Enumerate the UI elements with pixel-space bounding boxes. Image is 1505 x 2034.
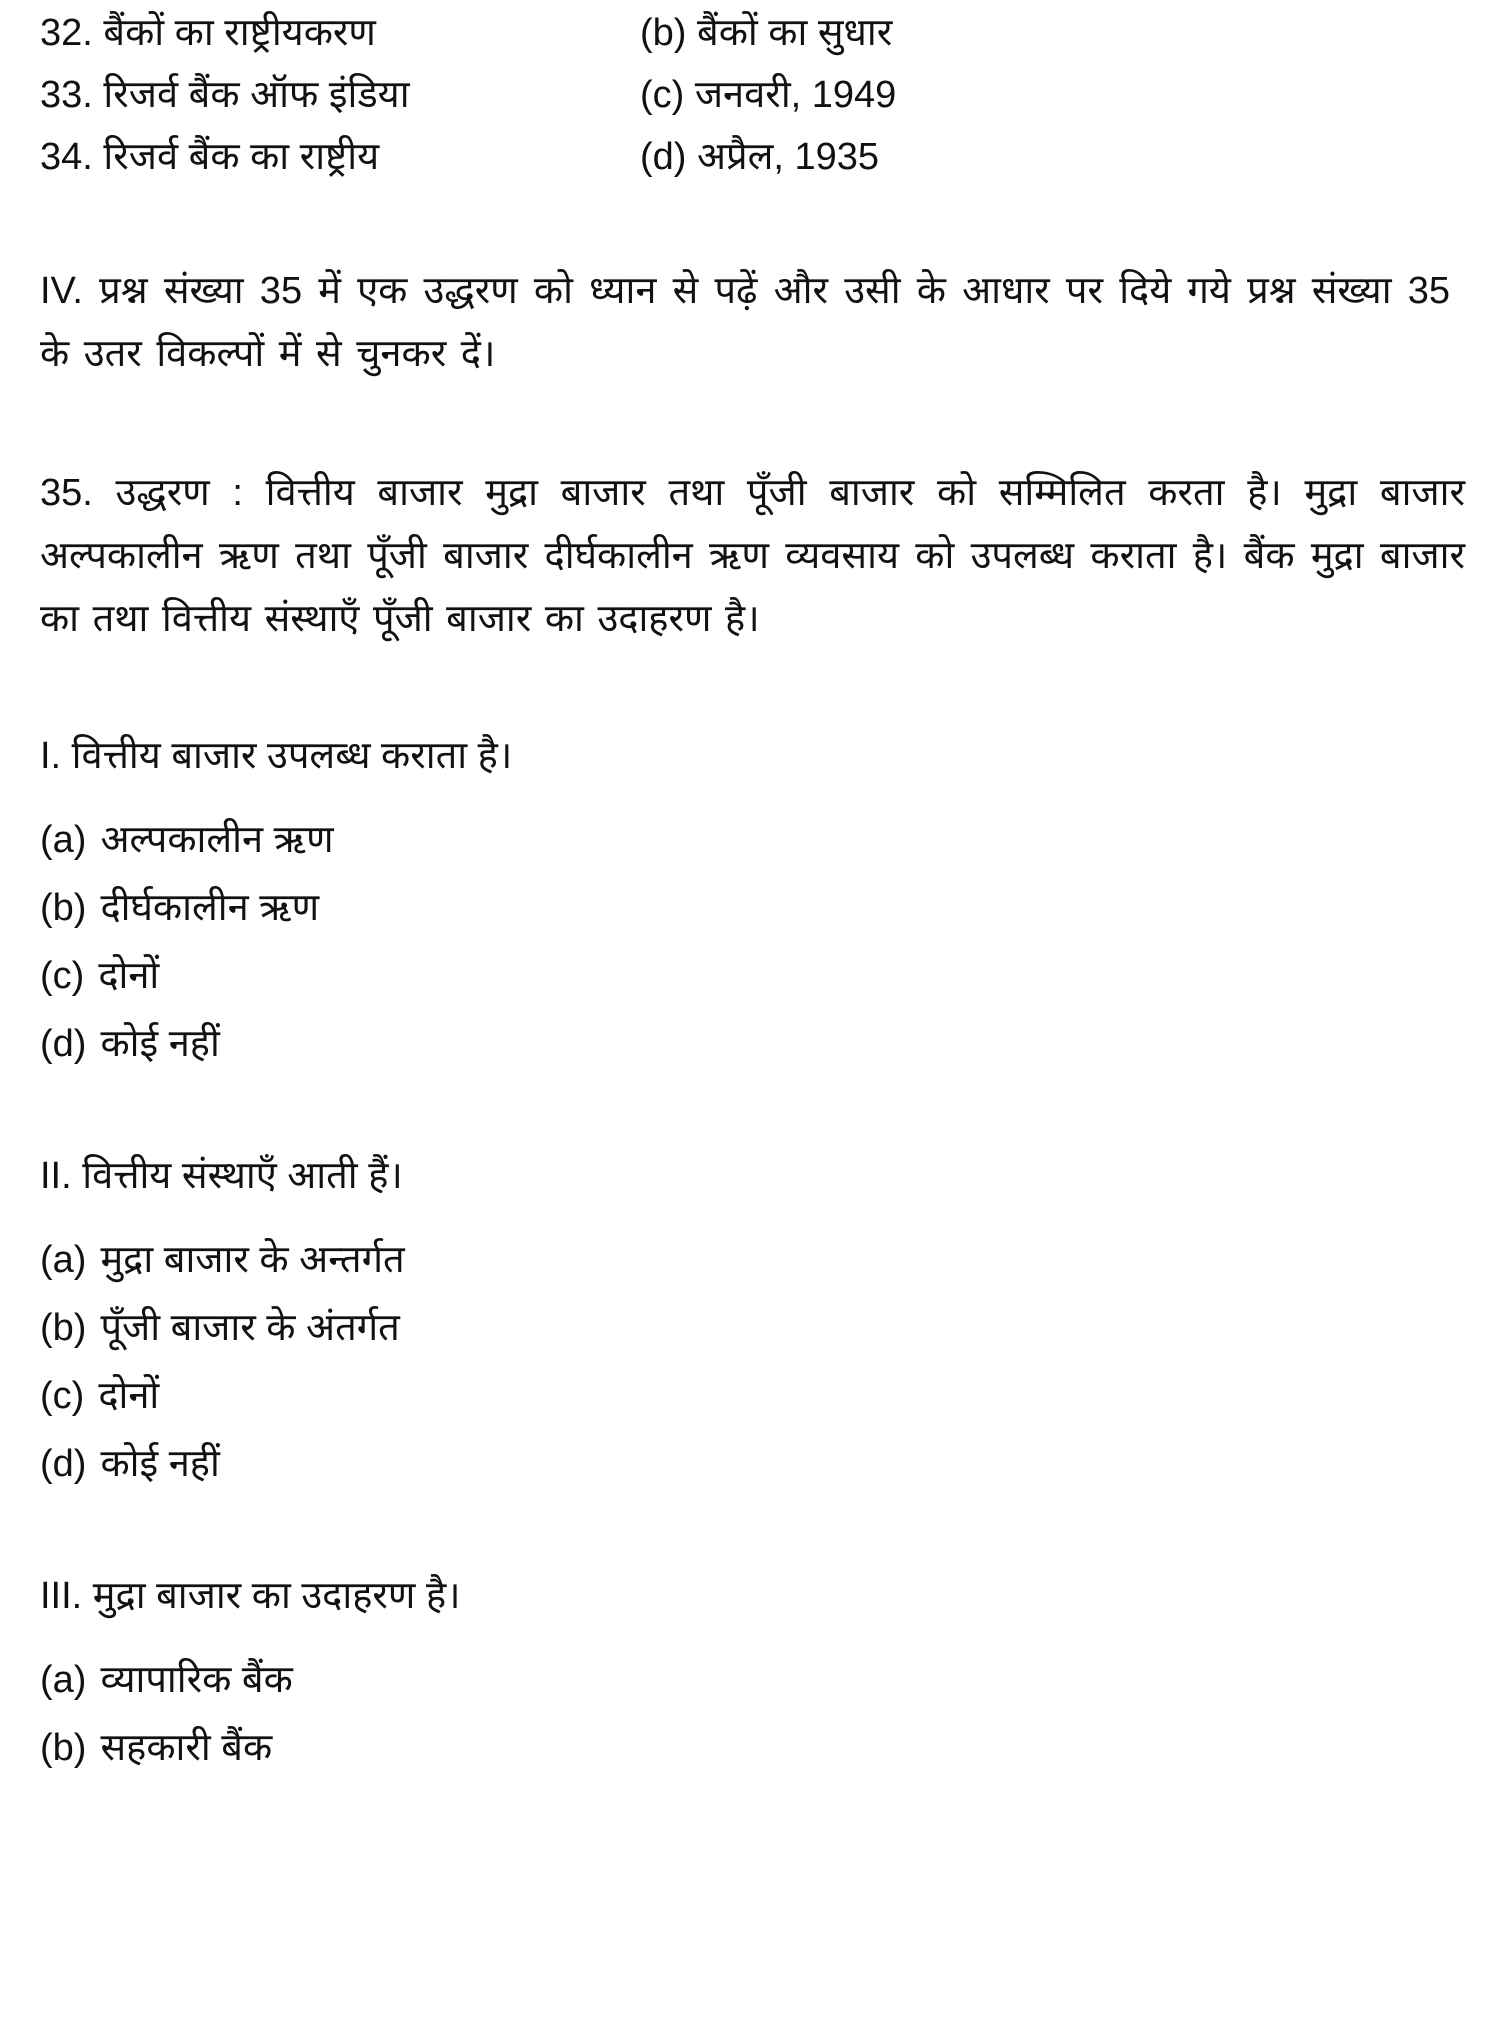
option-label: (a) (40, 819, 87, 861)
option-text: दोनों (98, 955, 160, 997)
table-row (40, 64, 1465, 126)
option-c[interactable] (40, 935, 1465, 1003)
matching-pairs-block (40, 0, 1465, 188)
instruction-paragraph: IV. प्रश्न संख्या 35 में एक उद्धरण को ध्यान से पढ़ें और उसी के आधार पर दिये गये प्रश्न संख्या 35 के उतर विकल्पों में से चुनकर दें। (40, 270, 1450, 375)
option-label: (b) (40, 1727, 87, 1769)
quoted-passage: 35. उद्धरण : वित्तीय बाजार मुद्रा बाजार तथा पूँजी बाजार को सम्मिलित करता है। मुद्रा बाजार अल्पकालीन ऋण तथा पूँजी बाजार दीर्घकालीन ऋण व्यवसाय को उपलब्ध कराता है। बैंक मुद्रा बाजार का तथा वित्तीय संस्थाएँ पूँजी बाजार का उदाहरण है। (40, 472, 1465, 640)
sub-question-2 (40, 1149, 1465, 1491)
option-text: पूँजी बाजार के अंतर्गत (100, 1307, 400, 1349)
option-text: व्यापारिक बैंक (100, 1659, 293, 1701)
option-a[interactable] (40, 1219, 1465, 1287)
option-text: कोई नहीं (100, 1443, 220, 1485)
match-left-item: 32. बैंकों का राष्ट्रीयकरण (40, 12, 376, 54)
option-b[interactable] (40, 867, 1465, 935)
sub-question-1 (40, 729, 1465, 1071)
match-right-option: (c) जनवरी, 1949 (640, 74, 897, 116)
sub-question-stem: II. वित्तीय संस्थाएँ आती हैं। (40, 1155, 403, 1197)
match-right-option: (b) बैंकों का सुधार (640, 12, 893, 54)
option-label: (a) (40, 1659, 87, 1701)
match-right-option: (d) अप्रैल, 1935 (640, 136, 880, 178)
option-label: (a) (40, 1239, 87, 1281)
option-b[interactable] (40, 1287, 1465, 1355)
sub-question-stem: I. वित्तीय बाजार उपलब्ध कराता है। (40, 735, 513, 777)
option-text: अल्पकालीन ऋण (100, 819, 334, 861)
option-label: (c) (40, 955, 85, 997)
option-c[interactable] (40, 1355, 1465, 1423)
option-a[interactable] (40, 1639, 1465, 1707)
match-left-item: 34. रिजर्व बैंक का राष्ट्रीय (40, 136, 380, 178)
option-label: (b) (40, 887, 87, 929)
option-d[interactable] (40, 1003, 1465, 1071)
option-label: (d) (40, 1023, 87, 1065)
option-label: (d) (40, 1443, 87, 1485)
option-text: दीर्घकालीन ऋण (100, 887, 320, 929)
option-text: मुद्रा बाजार के अन्तर्गत (100, 1239, 405, 1281)
option-label: (c) (40, 1375, 85, 1417)
option-d[interactable] (40, 1423, 1465, 1491)
option-label: (b) (40, 1307, 87, 1349)
option-a[interactable] (40, 799, 1465, 867)
table-row (40, 2, 1465, 64)
table-row (40, 126, 1465, 188)
sub-question-3 (40, 1569, 1465, 1775)
option-text: कोई नहीं (100, 1023, 220, 1065)
option-text: दोनों (98, 1375, 160, 1417)
option-text: सहकारी बैंक (100, 1727, 273, 1769)
match-left-item: 33. रिजर्व बैंक ऑफ इंडिया (40, 74, 410, 116)
option-b[interactable] (40, 1707, 1465, 1775)
sub-question-stem: III. मुद्रा बाजार का उदाहरण है। (40, 1575, 461, 1617)
